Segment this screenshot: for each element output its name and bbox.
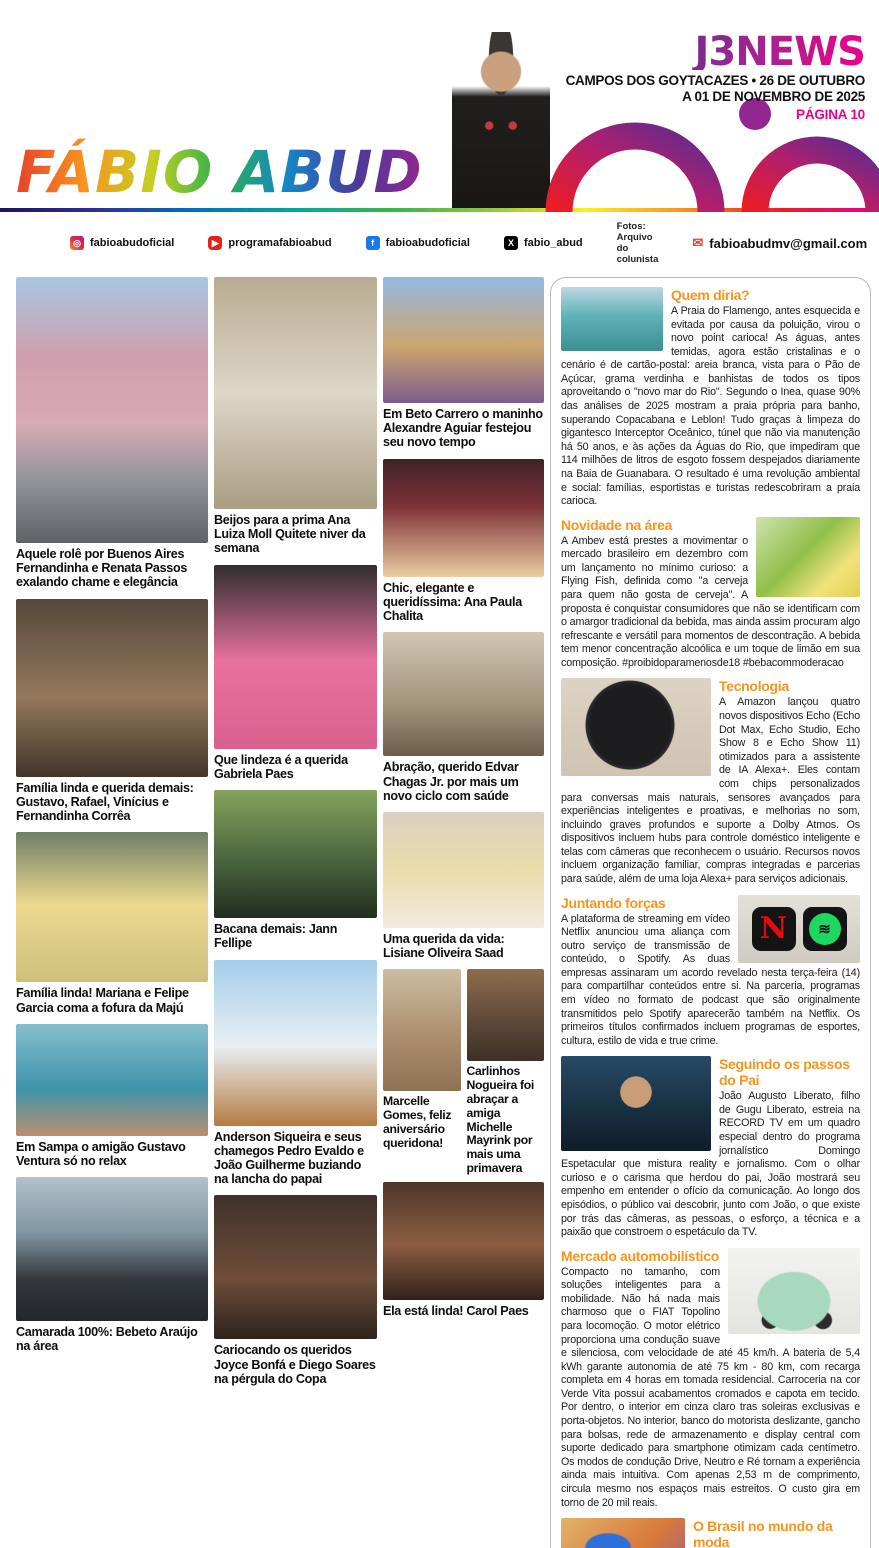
article-juntando-forcas (561, 895, 860, 1049)
article-body: A plataforma de streaming em vídeo Netflix anunciou uma aliança com outro serviço de transmissão de conteúdo, o Spotify. As duas empresas assinaram um acordo revelado nesta terça-feira (14) para compartilhar conteúdos entre si. Na parceria, programas em vídeo no formato de podcast que são originalmente transmitidos pelo Spotify aparecerão também na Netflix. Os primeiros títulos confirmados incluem programas de esportes, cultura, estilo de vida e true crime. (561, 912, 860, 1047)
photo-column-1 (16, 277, 208, 1363)
column-logo: FÁBIO ABUD (16, 138, 423, 206)
youtube-handle: ▶ programafabioabud (208, 236, 331, 250)
photo-credit: Fotos: Arquivo do colunista (616, 221, 659, 265)
newspaper-brand: J3NEWS (566, 34, 865, 70)
photo-carlinhos-michelle (467, 969, 545, 1061)
photo-marcelle-gomes (383, 969, 461, 1091)
article-mercado-auto (561, 1248, 860, 1510)
photo-card (214, 960, 377, 1187)
photo-gabriela-paes (214, 565, 377, 749)
photo-caption: Cariocando os queridos Joyce Bonfá e Diego Soares na pérgula do Copa (214, 1343, 376, 1386)
photo-pair (383, 969, 544, 1181)
photo-card (383, 969, 461, 1175)
netflix-icon: N (752, 907, 796, 951)
article-body: Compacto no tamanho, com soluções inteligentes para a mobilidade. Não há nada mais charmoso que o FIAT Topolino para locomoção. O motor elétrico proporciona uma condução suave e silenciosa, com velocidade de até 45 km/h. A bateria de 5,4 kWh garante autonomia de até 75 km - 80 km, com recarga completa em 4 horas em tomada residencial. Carroceria na cor Verde Vita possui acabamentos cromados e capota em tecido. Por dentro, o interior em cinza claro tras soleiras exclusivas e porta-objetos. No interior, banco do motorista deslizante, gancho para bolsas, rede de armazenamento e display central com suporte dedicado para smartphone otimizam cada centímetro. Os modos de condução Drive, Neutro e Ré tornam a experiência ainda mais intuitiva. Com apenas 2,53 m de comprimento, circula mesmo nos espaços mais estreitos. O custo gira em torno de 20 mil reais. (561, 1265, 860, 1509)
main-content (0, 271, 879, 1548)
photo-caption: Uma querida da vida: Lisiane Oliveira Saad (383, 931, 505, 961)
photo-lisiane-saad (383, 812, 544, 928)
photo-caption: Em Sampa o amigão Gustavo Ventura só no relax (16, 1139, 186, 1168)
envelope-icon: ✉ (692, 235, 704, 250)
photo-card (16, 599, 208, 824)
contact-email: ✉ fabioabudmv@gmail.com (692, 235, 868, 251)
article-body: João Augusto Liberato, filho de Gugu Liberato, estreia na RECORD TV em um quadro especial dentro do programa jornalístico Domingo Espetacular que mistura reality e jornalismo. Com o olhar curioso e o carisma que herdou do pai, João mostrará seu empenho em entender o ofício da comunicação. Ao longo dos episódios, o público vai descobrir, junto com João, o que existe por trás das câmeras, as pessoas, o esforço, a técnica e a paixão que constroem o espetáculo da TV. (561, 1090, 860, 1239)
article-title: Mercado automobilístico (561, 1247, 720, 1264)
news-column (550, 277, 871, 1548)
article-title: Novidade na área (561, 516, 673, 533)
photo-caption: Família linda e querida demais: Gustavo, Rafael, Vinícius e Fernandinha Corrêa (16, 780, 194, 824)
photo-carol-paes (383, 1182, 544, 1300)
photo-caption: Bacana demais: Jann Fellipe (214, 922, 338, 951)
article-novidade (561, 517, 860, 671)
photo-edvar-chagas (383, 632, 544, 756)
photo-column-3 (383, 277, 544, 1327)
photo-card (214, 565, 377, 781)
article-photo-havaianas (561, 1518, 685, 1548)
photo-caption: Ela está linda! Carol Paes (383, 1303, 529, 1318)
photo-card (214, 790, 377, 950)
social-bar (0, 212, 879, 271)
photo-card (16, 277, 208, 590)
photo-ana-luiza (214, 277, 377, 509)
photo-familia-correa (16, 599, 208, 777)
photo-gustavo-ventura (16, 1024, 208, 1136)
article-body: A Ambev está prestes a movimentar o mercado brasileiro em dezembro com um lançamento no mínimo curioso: a Flying Fish, definida como "a cerveja para quem não gosta de cerveja". A proposta é conquistar consumidores que não se identificam com o amargor tradicional da bebida, mas ainda assim procuram algo refrescante e versátil para momentos de descontração. A bebida tem menor concentração alcoólica e um toque de limão em sua composição. #proibidoparamenosde18 #bebacommoderacao (561, 534, 860, 669)
photo-caption: Aquele rolê por Buenos Aires Fernandinha e Renata Passos exalando chame e elegância (16, 547, 188, 590)
youtube-icon: ▶ (208, 236, 222, 250)
article-photo-joao-liberato (561, 1056, 711, 1151)
photo-card (383, 812, 544, 960)
photo-caption: Em Beto Carrero o maninho Alexandre Aguiar festejou seu novo tempo (383, 407, 543, 450)
photo-joyce-diego (214, 1195, 377, 1339)
article-photo-fiat-topolino (728, 1248, 860, 1334)
x-handle: X fabio_abud (504, 236, 583, 250)
article-title: Tecnologia (719, 678, 789, 695)
photo-ana-paula-chalita (383, 459, 544, 577)
photo-buenos-aires (16, 277, 208, 543)
photo-card (16, 1177, 208, 1353)
photo-card (214, 1195, 377, 1386)
article-title: Juntando forças (561, 894, 666, 911)
article-body: A Praia do Flamengo, antes esquecida e evitada por causa da poluição, virou o novo point carioca! As águas, antes temidas, agora estão cristalinas e o cenário é de cartão-postal: areia branca, vista para o Pão de Açúcar, grama verdinha e banhistas de todos os tipos aproveitando o "novo mar do Rio". Segundo o Inea, quase 90% das análises de 2025 mostram a praia própria para banho, superando Copacabana e Leblon! Tudo graças à limpeza do gigantesco Interceptor Oceânico, túnel que não via manutenção há 50 anos, e às ações da Águas do Rio, que impediram que 114 milhões de litros de esgoto fossem despejados diariamente na Baia de Guanabara. O resultado é uma revolução ambiental e social: famílias, esportistas e turistas redescobriram a praia carioca. (561, 305, 860, 508)
columnist-photo (452, 32, 550, 212)
photo-card (16, 1024, 208, 1168)
photo-caption: Anderson Siqueira e seus chamegos Pedro Evaldo e João Guilherme buziando na lancha do papai (214, 1129, 364, 1187)
article-quem-diria (561, 287, 860, 509)
facebook-icon: f (366, 236, 380, 250)
article-tecnologia (561, 678, 860, 886)
article-body: A Amazon lançou quatro novos dispositivos Echo (Echo Dot Max, Echo Studio, Echo Show 8 e Echo Show 11) otimizados para a assistente de IA Alexa+. Eles contam com chips personalizados para conversas mais naturais, sensores avançados para experiências inteligentes e proativas, e melhorias no som, incluindo graves profundos e suporte a Dolby Atmos. Os dispositivos incluem hubs para controle doméstico inteligente e telas com câmeras que reconhecem o usuário. Recursos novos incluem organização familiar, compras integradas e parcerias para saúde, além de uma loja Alexa+ para serviços adicionais. (561, 696, 860, 885)
photo-card (383, 277, 544, 450)
photo-card (467, 969, 545, 1175)
x-icon: X (504, 236, 518, 250)
instagram-icon: ◎ (70, 236, 84, 250)
photo-beto-carrero (383, 277, 544, 403)
photo-card (383, 459, 544, 624)
article-title: Quem diria? (671, 287, 750, 303)
photo-caption: Beijos para a prima Ana Luiza Moll Quitete niver da semana (214, 513, 366, 556)
photo-lancha (214, 960, 377, 1126)
article-passos-do-pai (561, 1056, 860, 1239)
photo-caption: Marcelle Gomes, feliz aniversário queridona! (383, 1094, 452, 1150)
masthead (0, 0, 879, 212)
photo-jann-fellipe (214, 790, 377, 918)
dateline: CAMPOS DOS GOYTACAZES • 26 DE OUTUBRO A 01 DE NOVEMBRO DE 2025 (565, 73, 865, 104)
photo-caption: Abração, querido Edvar Chagas Jr. por mais um novo ciclo com saúde (383, 760, 519, 803)
photo-card (214, 277, 377, 556)
photo-card (383, 1182, 544, 1318)
page-number: PÁGINA 10 (796, 107, 865, 123)
photo-card (383, 632, 544, 803)
article-photo-netflix-spotify (738, 895, 860, 963)
photo-familia-garcia (16, 832, 208, 982)
spotify-icon: ≋ (803, 907, 847, 951)
article-moda (561, 1518, 860, 1548)
photo-bebeto-araujo (16, 1177, 208, 1321)
photo-caption: Carlinhos Nogueira foi abraçar a amiga Michelle Mayrink por mais uma primavera (466, 1064, 534, 1175)
photo-caption: Camarada 100%: Bebeto Araújo na área (16, 1325, 198, 1354)
article-title: Seguindo os passos do Pai (719, 1056, 850, 1089)
photo-caption: Família linda! Mariana e Felipe Garcia coma a fofura da Majú (16, 986, 189, 1015)
article-photo-flying-fish (756, 517, 860, 597)
facebook-handle: f fabioabudoficial (366, 236, 470, 250)
article-photo-echo-speaker (561, 678, 711, 776)
article-photo-flamengo-beach (561, 287, 663, 351)
photo-caption: Que lindeza é a querida Gabriela Paes (214, 752, 348, 781)
photo-column-2 (214, 277, 377, 1395)
instagram-handle: ◎ fabioabudoficial (70, 236, 174, 250)
article-title: O Brasil no mundo da moda (693, 1518, 833, 1548)
photo-card (16, 832, 208, 1014)
photo-caption: Chic, elegante e queridíssima: Ana Paula Chalita (383, 580, 522, 624)
